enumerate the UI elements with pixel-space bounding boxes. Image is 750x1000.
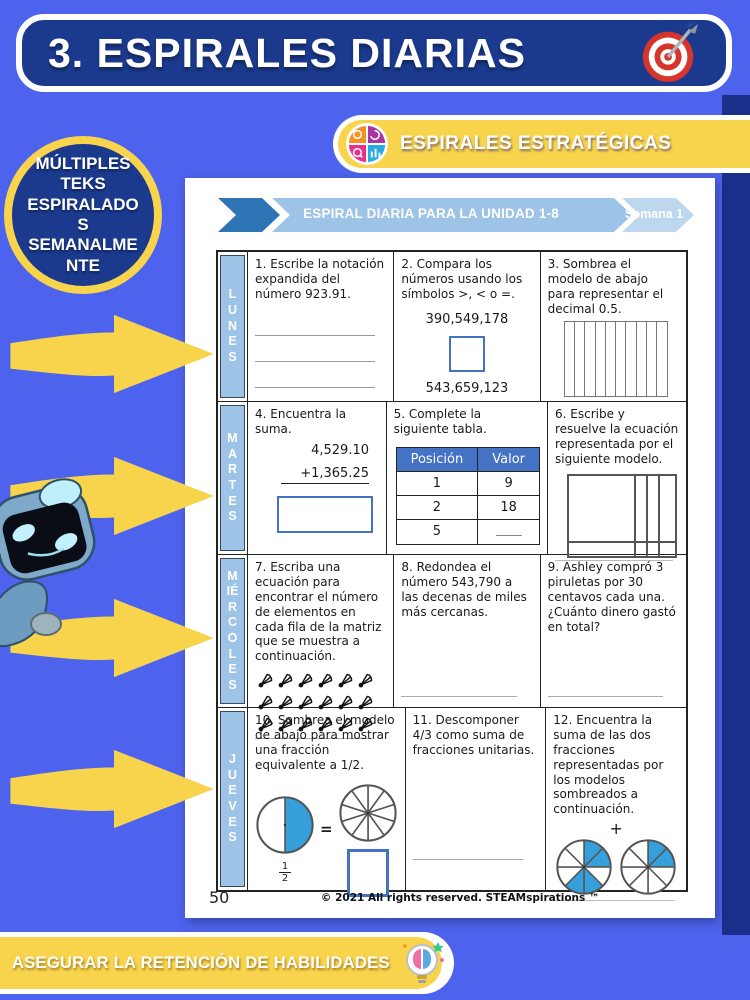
day-cell-lunes	[218, 252, 248, 401]
dartboard-icon	[640, 22, 700, 84]
question-1-cell	[248, 252, 394, 401]
day-cell-martes	[218, 402, 248, 554]
compare-number-bottom: 543,659,123	[425, 380, 509, 396]
fraction-circle-tenths	[338, 783, 398, 847]
copyright-text: © 2021 All rights reserved. STEAMspirations ™	[320, 891, 600, 904]
area-model-figure	[567, 474, 679, 560]
answer-blank	[401, 696, 517, 697]
page-number: 50	[209, 888, 230, 907]
question-text: 3. Sombrea el modelo de abajo para representar el decimal 0.5.	[547, 257, 664, 316]
plus-sign: +	[609, 819, 623, 839]
question-2-cell	[394, 252, 540, 401]
addend-1: 4,529.10	[311, 442, 369, 458]
strategy-banner	[333, 115, 750, 173]
teks-badge-label: MÚLTIPLES TEKS ESPIRALADOS SEMANALMENTE	[27, 153, 139, 275]
question-text: 11. Descomponer 4/3 como suma de fracciones unitarias.	[412, 713, 535, 757]
table-row	[218, 708, 686, 890]
question-text: 10. Sombrea el modelo de abajo para mostrar una fracción equivalente a 1/2.	[255, 713, 395, 772]
question-text: 12. Encuentra la suma de las dos fracciones representadas por los modelos sombreados a continuación.	[553, 713, 664, 817]
fraction-circle-half	[255, 795, 315, 859]
tenths-strip-model	[564, 321, 668, 398]
arrow-right-icon	[8, 310, 222, 398]
question-text: 8. Redondea el número 543,790 a las decenas de miles más cercanas.	[401, 560, 527, 619]
table-row	[218, 402, 686, 555]
question-text: 6. Escribe y resuelve la ecuación representada por el siguiente modelo.	[555, 407, 679, 466]
strategy-banner-label: ESPIRALES ESTRATÉGICAS	[400, 133, 672, 154]
spiral-table	[216, 250, 688, 892]
answer-blank	[413, 859, 524, 860]
equals-sign: =	[320, 819, 333, 838]
robot-mascot-image	[0, 476, 112, 648]
day-cell-miercoles	[218, 555, 248, 707]
question-text: 9. Ashley compró 3 piruletas por 30 centavos cada una. ¿Cuánto dinero gastó en total?	[547, 560, 676, 634]
table-row	[218, 252, 686, 402]
question-12-cell	[546, 708, 686, 890]
addend-2: +1,365.25	[281, 466, 369, 484]
question-7-cell	[248, 555, 394, 707]
answer-blank	[548, 696, 664, 697]
lightbulb-brain-icon	[400, 938, 446, 988]
question-6-cell	[548, 402, 686, 554]
compare-number-top: 390,549,178	[425, 311, 509, 327]
right-edge-band	[722, 95, 750, 935]
answer-blank	[255, 362, 375, 388]
question-10-cell	[248, 708, 406, 890]
question-text: 1. Escribe la notación expandida del número 923.91.	[255, 257, 385, 301]
question-text: 4. Encuentra la suma.	[255, 407, 347, 436]
title-banner	[16, 14, 732, 92]
worksheet-footer	[209, 888, 691, 907]
question-text: 5. Complete la siguiente tabla.	[393, 407, 487, 436]
question-text: 7. Escriba una ecuación para encontrar el número de elementos en cada fila de la matriz que se muestra a continuación.	[255, 560, 382, 664]
question-5-cell	[387, 402, 548, 554]
fraction-one-half: $\frac{1}{2}$	[279, 861, 291, 884]
bottom-banner	[0, 932, 454, 994]
worksheet-page	[185, 178, 715, 918]
question-text: 2. Compara los números usando los símbolos >, < o =.	[401, 257, 523, 301]
worksheet-title: ESPIRAL DIARIA PARA LA UNIDAD 1-8	[303, 206, 559, 221]
week-label: Semana 1	[624, 207, 684, 221]
day-label: JUEVES	[227, 752, 238, 845]
day-label: MIÉRCOLES	[226, 568, 239, 692]
day-label: MARTES	[227, 431, 238, 524]
day-label: LUNES	[227, 287, 238, 364]
table-row	[218, 555, 686, 708]
teks-circle-badge	[4, 136, 162, 294]
bottom-banner-label: ASEGURAR LA RETENCIÓN DE HABILIDADES	[12, 953, 390, 972]
arrow-right-icon	[8, 745, 222, 833]
comparison-answer-box	[449, 336, 485, 372]
question-4-cell	[248, 402, 387, 554]
question-9-cell	[541, 555, 686, 707]
steam-logo-icon	[346, 123, 388, 165]
question-11-cell	[406, 708, 547, 890]
day-cell-jueves	[218, 708, 248, 890]
answer-blank	[255, 336, 375, 362]
question-3-cell	[541, 252, 686, 401]
answer-blank	[255, 310, 375, 336]
sum-answer-box	[277, 496, 373, 533]
question-8-cell	[394, 555, 540, 707]
page-title: 3. ESPIRALES DIARIAS	[48, 29, 526, 76]
position-value-table: Posición Valor 1 9 2 18 5	[396, 447, 540, 545]
